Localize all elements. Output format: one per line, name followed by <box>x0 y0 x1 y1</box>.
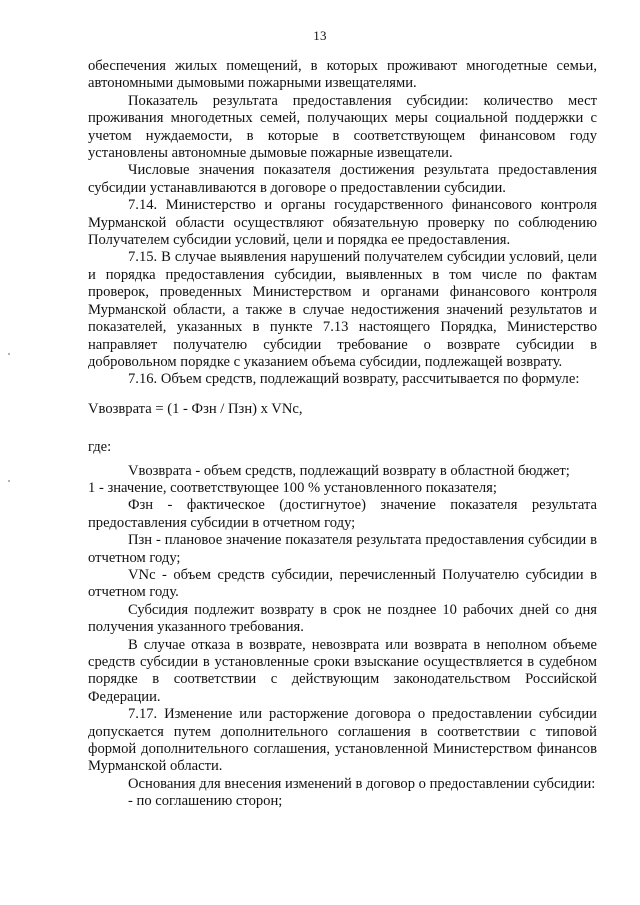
paragraph-continuation: обеспечения жилых помещений, в которых проживают многодетные семьи, автономными дымовыми пожарными извещателями. <box>88 58 597 92</box>
formula-def-fzn: Фзн - фактическое (достигнутое) значение показателя результата предоставления субсидии в отчетном году; <box>88 497 597 531</box>
paragraph-indicator-values: Числовые значения показателя достижения результата предоставления субсидии устанавливаются в договоре о предоставлении субсидии. <box>88 162 597 196</box>
paragraph-7-17: 7.17. Изменение или расторжение договора о предоставлении субсидии допускается путем дополнительного соглашения в соответствии с типовой формой дополнительного соглашения, установленной Министерством финансов Мурманской области. <box>88 706 597 775</box>
formula-def-v-refund: Vвозврата - объем средств, подлежащий возврату в областной бюджет; <box>128 462 570 479</box>
refund-formula: Vвозврата = (1 - Фзн / Пзн) x VNc, <box>88 400 303 417</box>
paragraph-refusal: В случае отказа в возврате, невозврата или возврата в неполном объеме средств субсидии в установленные сроки взыскание осуществляется в судебном порядке в соответствии с действующим законодательством Российской Федерации. <box>88 636 597 705</box>
scan-speck <box>8 353 10 355</box>
paragraph-7-15: 7.15. В случае выявления нарушений получателем субсидии условий, цели и порядка предоставления субсидии, выявленных в том числе по фактам проверок, проведенных Министерством и органами финансового контроля Мурманской области, а также в случае недостижения значений результатов и показателей, указанных в пункте 7.13 настоящего Порядка, Министерство направляет получателю субсидии требование о возврате субсидии в добровольном порядке с указанием объема субсидии, подлежащей возврату. <box>88 249 597 370</box>
formula-where-label: где: <box>88 439 112 456</box>
formula-def-pzn: Пзн - плановое значение показателя результата предоставления субсидии в отчетном году; <box>88 532 597 566</box>
paragraph-7-14: 7.14. Министерство и органы государственного финансового контроля Мурманской области осуществляют обязательную проверку по соблюдению Получателем субсидии условий, цели и порядка ее предоставления. <box>88 197 597 249</box>
paragraph-7-16: 7.16. Объем средств, подлежащий возврату, рассчитывается по формуле: <box>128 371 580 388</box>
list-item-agreement: - по соглашению сторон; <box>128 793 283 810</box>
paragraph-refund-deadline: Субсидия подлежит возврату в срок не позднее 10 рабочих дней со дня получения указанного требования. <box>88 601 597 636</box>
scan-speck <box>8 480 10 482</box>
paragraph-grounds: Основания для внесения изменений в договор о предоставлении субсидии: <box>128 775 596 792</box>
formula-def-vnc: VNc - объем средств субсидии, перечисленный Получателю субсидии в отчетном году. <box>88 566 597 601</box>
document-body <box>88 58 597 811</box>
page-number: 13 <box>313 28 327 43</box>
paragraph-result-indicator: Показатель результата предоставления субсидии: количество мест проживания многодетных семей, получающих меры социальной поддержки с учетом нуждаемости, в которые в соответствующем финансовом году установлены автономные дымовые пожарные извещатели. <box>88 92 597 162</box>
formula-def-one: 1 - значение, соответствующее 100 % установленного показателя; <box>88 479 497 496</box>
